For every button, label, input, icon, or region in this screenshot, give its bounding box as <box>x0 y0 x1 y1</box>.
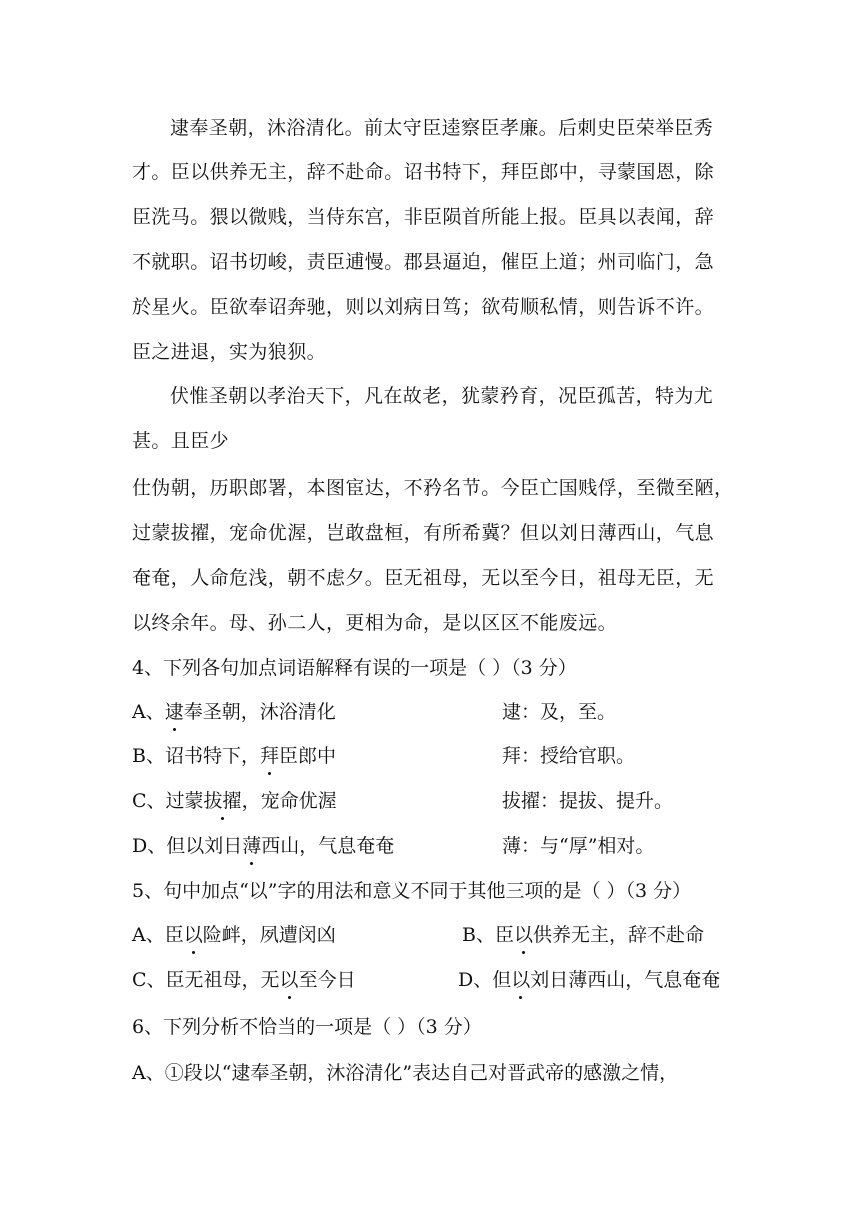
q5-option-a: A、臣以险衅，夙遭闵凶 <box>132 921 336 949</box>
q5-option-c: C、臣无祖母，无以至今日 <box>132 966 356 994</box>
question-4-stem: 4、下列各句加点词语解释有误的一项是（ ）（3 分） <box>132 657 577 679</box>
q4-option-b: B、诏书特下，拜臣郎中 <box>132 742 336 770</box>
emphasis-dot-word: 薄 <box>242 832 261 860</box>
q4-option-a: A、逮奉圣朝，沐浴清化 <box>132 698 336 726</box>
passage-line: 臣洗马。猥以微贱，当侍东宫，非臣陨首所能上报。臣具以表闻，辞 <box>132 206 715 228</box>
passage-line: 臣之进退，实为狼狈。 <box>132 341 327 363</box>
q4-option-b-explanation: 拜：授给官职。 <box>502 745 636 767</box>
q6-option-a: A、①段以“逮奉圣朝，沐浴清化”表达自己对晋武帝的感激之情， <box>132 1062 679 1084</box>
emphasis-dot-word: 拜 <box>260 742 279 770</box>
q4-option-c-explanation: 拔擢：提拔、提升。 <box>502 790 674 812</box>
passage-line: 伏惟圣朝以孝治天下，凡在故老，犹蒙矜育，况臣孤苦，特为尤 <box>170 385 714 407</box>
q5-option-d: D、但以刘日薄西山，气息奄奄 <box>458 966 720 994</box>
q4-option-d: D、但以刘日薄西山，气息奄奄 <box>132 832 394 860</box>
emphasis-dot-word: 以 <box>514 921 533 949</box>
q4-option-a-explanation: 逮：及，至。 <box>502 701 617 723</box>
passage-line: 仕伪朝，历职郎署，本图宦达，不矜名节。今臣亡国贱俘，至微至陋， <box>132 477 734 499</box>
passage-line: 於星火。臣欲奉诏奔驰，则以刘病日笃；欲苟顺私情，则告诉不许。 <box>132 296 715 318</box>
passage-line: 以终余年。母、孙二人，更相为命，是以区区不能废远。 <box>132 612 618 634</box>
emphasis-dot-word: 以 <box>280 966 299 994</box>
q4-option-c: C、过蒙拔擢，宠命优渥 <box>132 787 337 815</box>
question-5-stem: 5、句中加点“以”字的用法和意义不同于其他三项的是（ ）（3 分） <box>132 880 692 902</box>
passage-line: 甚。且臣少 <box>132 430 230 452</box>
passage-line: 过蒙拔擢，宠命优渥，岂敢盘桓，有所希冀？但以刘日薄西山，气息 <box>132 522 715 544</box>
q4-option-d-explanation: 薄：与“厚”相对。 <box>502 835 655 857</box>
q5-option-b: B、臣以供养无主，辞不赴命 <box>462 921 704 949</box>
emphasis-dot-word: 拔擢 <box>204 787 242 815</box>
emphasis-dot-word: 逮 <box>165 698 184 726</box>
emphasis-dot-word: 以 <box>184 921 203 949</box>
passage-line: 才。臣以供养无主，辞不赴命。诏书特下，拜臣郎中，寻蒙国恩，除 <box>132 161 715 183</box>
passage-line: 奄奄，人命危浅，朝不虑夕。臣无祖母，无以至今日，祖母无臣，无 <box>132 567 715 589</box>
emphasis-dot-word: 以 <box>511 966 530 994</box>
question-6-stem: 6、下列分析不恰当的一项是（ ）（3 分） <box>132 1016 482 1038</box>
passage-line: 逮奉圣朝，沐浴清化。前太守臣逵察臣孝廉。后刺史臣荣举臣秀 <box>170 117 714 139</box>
passage-line: 不就职。诏书切峻，责臣逋慢。郡县逼迫，催臣上道；州司临门，急 <box>132 251 715 273</box>
